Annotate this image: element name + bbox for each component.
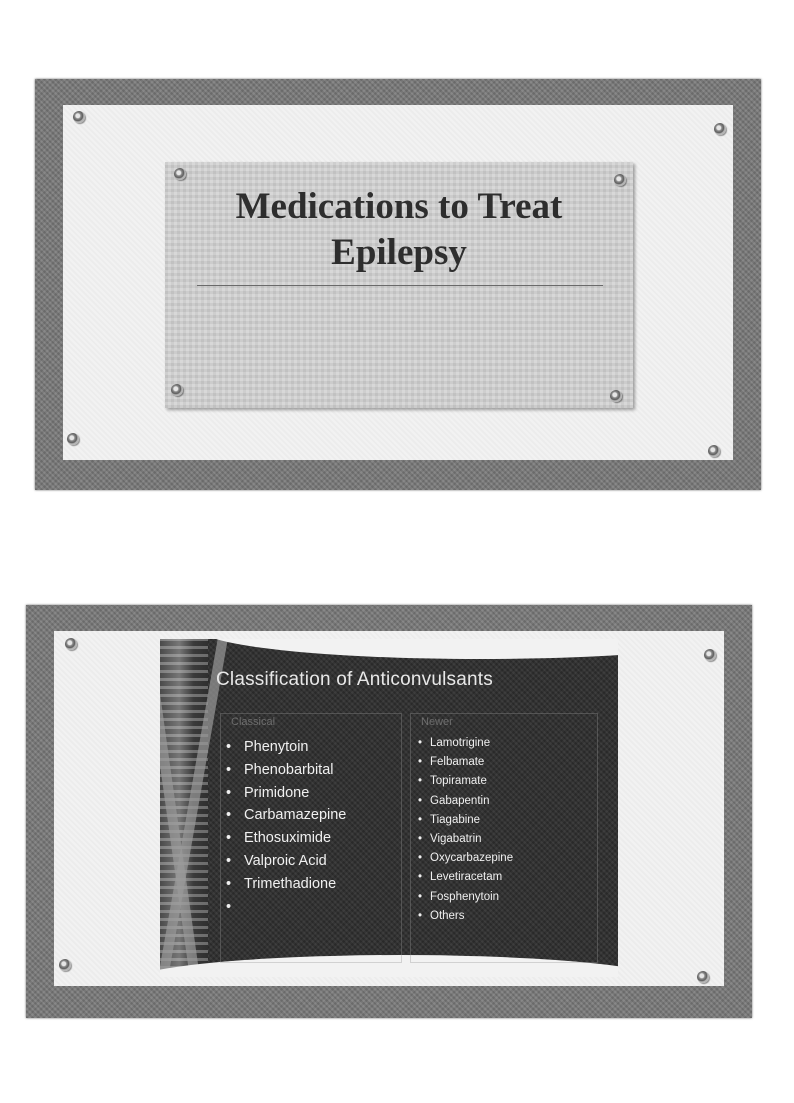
slide-title-line-1: Medications to Treat [235, 186, 563, 227]
title-underline [197, 285, 603, 286]
list-item: • Fosphenytoin [418, 890, 500, 903]
slide-1-frame [35, 79, 761, 490]
slide-1-mat [63, 105, 733, 460]
slide-2-frame [26, 605, 752, 1018]
list-item: • Felbamate [418, 756, 485, 769]
slide-2-mat [54, 631, 724, 986]
pin-icon [73, 111, 85, 123]
pin-icon [67, 433, 79, 445]
list-item: • Lamotrigine [418, 737, 491, 749]
list-item: • Ethosuximide [226, 830, 332, 847]
newer-drug-list [418, 737, 513, 929]
pin-icon [59, 959, 71, 971]
classical-header: Classical [231, 716, 276, 728]
newer-header: Newer [421, 716, 453, 728]
classical-drug-list [226, 739, 346, 921]
list-item: • [226, 898, 232, 915]
pin-icon [174, 168, 186, 180]
list-item: • Topiramate [418, 775, 487, 788]
list-item: • Valproic Acid [226, 852, 327, 869]
list-item: • Oxycarbazepine [418, 852, 514, 865]
list-item: • Others [418, 909, 465, 922]
classification-slide [160, 639, 618, 977]
pin-icon [704, 649, 716, 661]
pin-icon [708, 445, 720, 457]
dna-helix-image [160, 639, 208, 977]
slide-title [165, 184, 633, 276]
list-item: • Phenobarbital [226, 761, 334, 778]
pin-icon [171, 384, 183, 396]
pin-icon [697, 971, 709, 983]
classification-title: Classification of Anticonvulsants [216, 669, 493, 690]
title-panel [165, 162, 633, 408]
pin-icon [65, 638, 77, 650]
pin-icon [714, 123, 726, 135]
pin-icon [610, 390, 622, 402]
list-item: • Trimethadione [226, 875, 337, 892]
list-item: • Gabapentin [418, 794, 490, 807]
list-item: • Levetiracetam [418, 871, 503, 884]
list-item: • Tiagabine [418, 813, 481, 826]
list-item: • Primidone [226, 784, 310, 801]
list-item: • Vigabatrin [418, 832, 482, 845]
slide-title-line-2: Epilepsy [331, 232, 467, 273]
list-item: • Carbamazepine [226, 807, 347, 824]
list-item: • Phenytoin [226, 739, 309, 755]
